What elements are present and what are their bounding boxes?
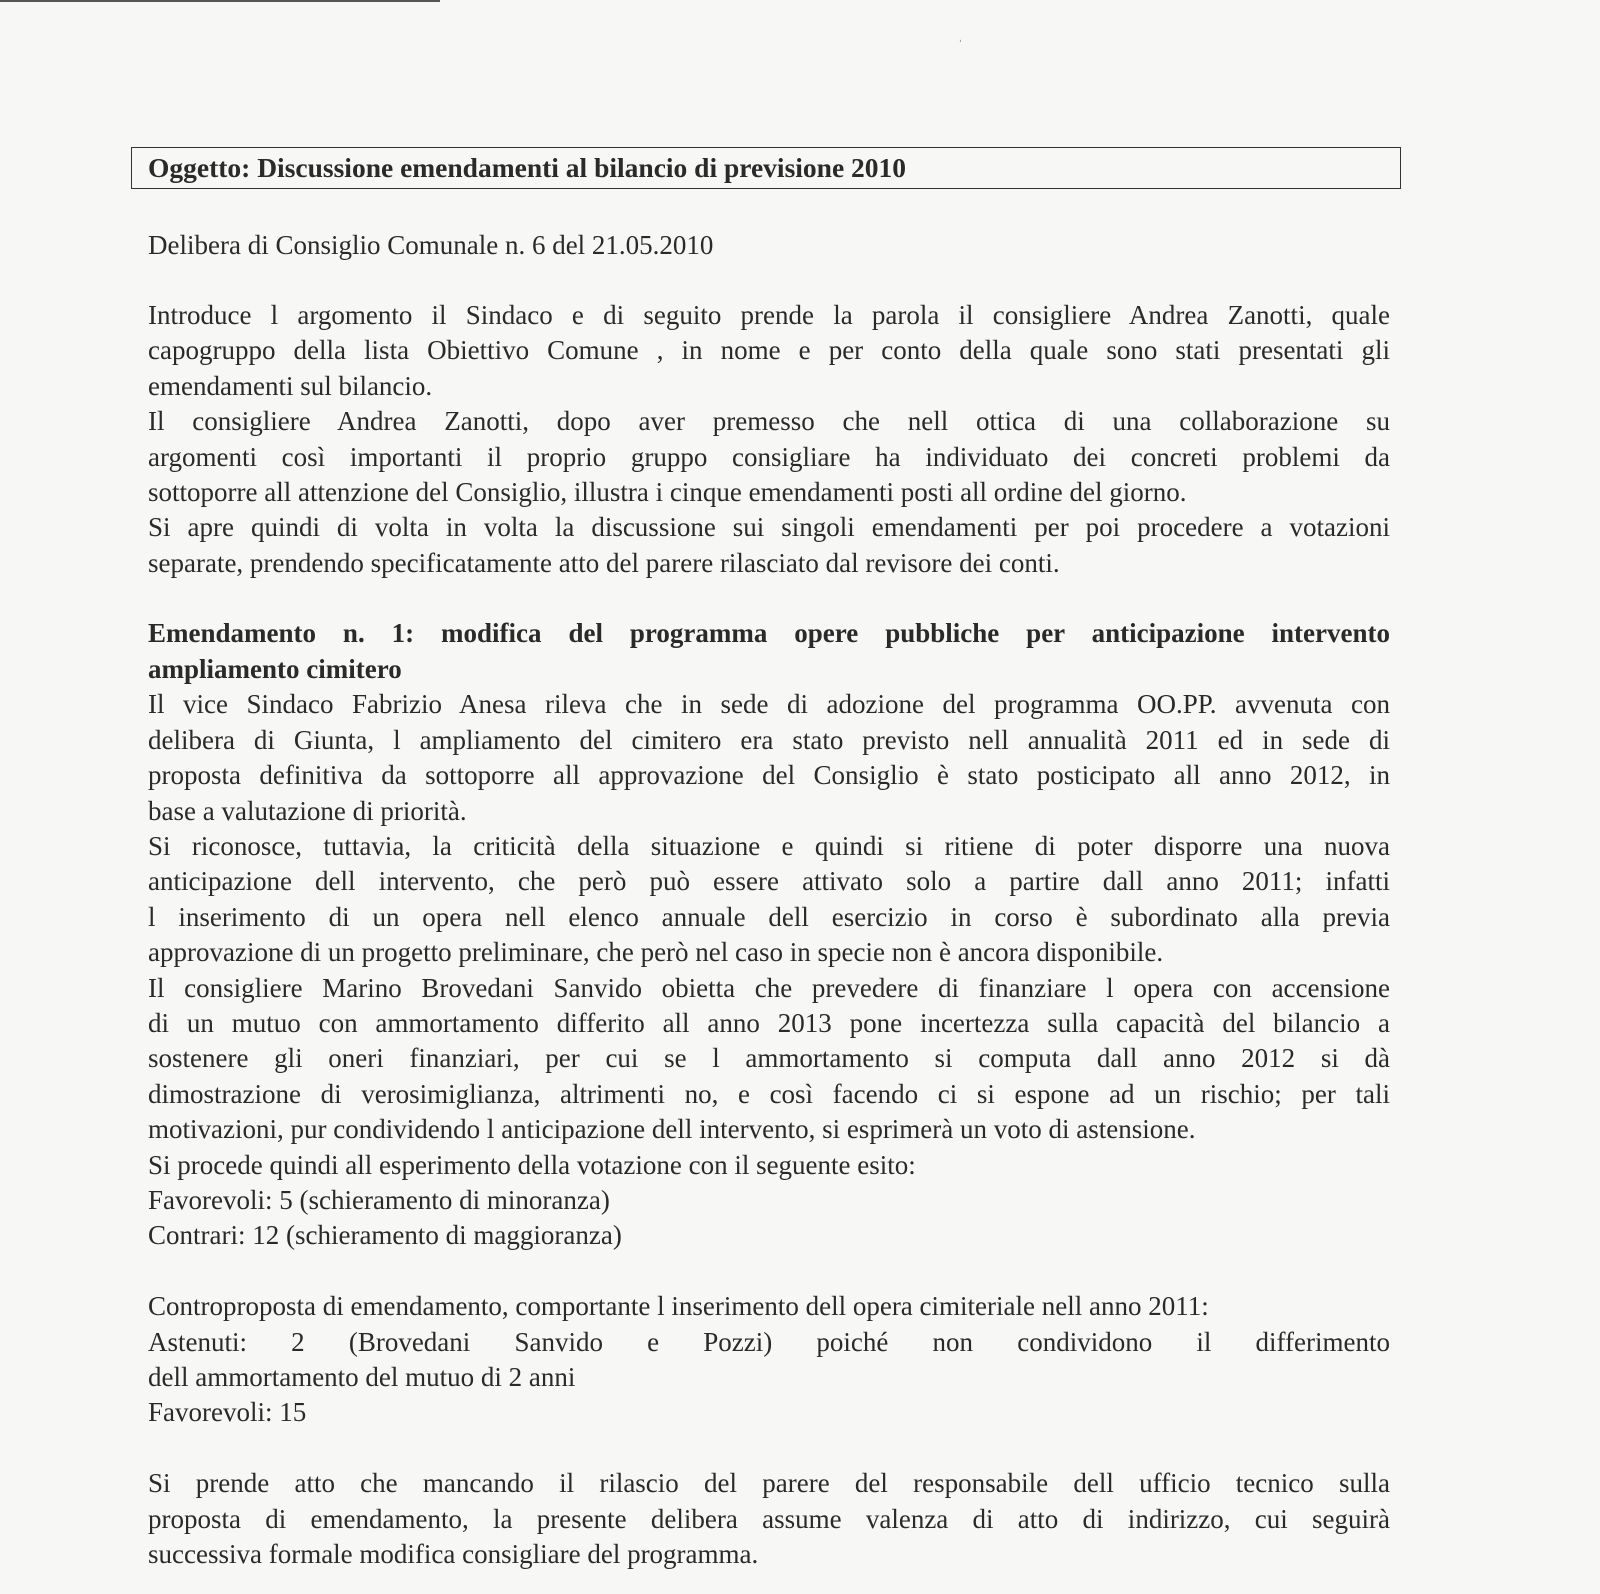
text-line: approvazione di un progetto preliminare, che però nel caso in specie non è ancora disponibile.	[148, 937, 1164, 967]
text-line: delibera di Giunta, l ampliamento del cimitero era stato previsto nell annualità 2011 ed in sede di	[148, 725, 1390, 755]
text-line: sostenere gli oneri finanziari, per cui se l ammortamento si computa dall anno 2012 si dà	[148, 1043, 1390, 1073]
vote-result: Contrari: 12 (schieramento di maggioranza)	[148, 1220, 622, 1250]
subject-box	[131, 147, 1401, 189]
text-line: successiva formale modifica consigliare del programma.	[148, 1539, 759, 1569]
text-line: proposta di emendamento, la presente delibera assume valenza di atto di indirizzo, cui seguirà	[148, 1504, 1390, 1534]
text-line: Controproposta di emendamento, comportante l inserimento dell opera cimiteriale nell anno 2011:	[148, 1291, 1209, 1321]
amendment-heading: Emendamento n. 1: modifica del programma opere pubbliche per anticipazione intervento	[148, 618, 1390, 648]
text-line: dell ammortamento del mutuo di 2 anni	[148, 1362, 576, 1392]
document-title: Oggetto: Discussione emendamenti al bilancio di previsione 2010	[148, 152, 907, 183]
text-line: separate, prendendo specificatamente atto del parere rilasciato dal revisore dei conti.	[148, 548, 1060, 578]
scan-speck: ˌ	[958, 28, 963, 43]
text-line: Il consigliere Andrea Zanotti, dopo aver premesso che nell ottica di una collaborazione su	[148, 406, 1390, 436]
scan-edge-line	[0, 0, 440, 2]
text-line: sottoporre all attenzione del Consiglio, illustra i cinque emendamenti posti all ordine del giorno.	[148, 477, 1187, 507]
text-line: argomenti così importanti il proprio gruppo consigliare ha individuato dei concreti problemi da	[148, 442, 1390, 472]
text-line: Si prende atto che mancando il rilascio del parere del responsabile dell ufficio tecnico sulla	[148, 1468, 1390, 1498]
text-line: l inserimento di un opera nell elenco annuale dell esercizio in corso è subordinato alla previa	[148, 902, 1390, 932]
text-line: Si apre quindi di volta in volta la discussione sui singoli emendamenti per poi procedere a votazioni	[148, 512, 1390, 542]
text-line: Si procede quindi all esperimento della votazione con il seguente esito:	[148, 1150, 916, 1180]
text-line: base a valutazione di priorità.	[148, 796, 467, 826]
vote-result: Astenuti: 2 (Brovedani Sanvido e Pozzi) poiché non condividono il differimento	[148, 1327, 1390, 1357]
text-line: motivazioni, pur condividendo l anticipazione dell intervento, si esprimerà un voto di astensione.	[148, 1114, 1196, 1144]
text-line: Il consigliere Marino Brovedani Sanvido obietta che prevedere di finanziare l opera con accensione	[148, 973, 1390, 1003]
text-line: proposta definitiva da sottoporre all approvazione del Consiglio è stato posticipato all anno 2012, in	[148, 760, 1390, 790]
text-line: di un mutuo con ammortamento differito all anno 2013 pone incertezza sulla capacità del bilancio a	[148, 1008, 1390, 1038]
text-line: dimostrazione di verosimiglianza, altrimenti no, e così facendo ci si espone ad un rischio; per tali	[148, 1079, 1390, 1109]
text-line: emendamenti sul bilancio.	[148, 371, 433, 401]
delibera-reference: Delibera di Consiglio Comunale n. 6 del 21.05.2010	[148, 230, 714, 260]
text-line: anticipazione dell intervento, che però può essere attivato solo a partire dall anno 2011; infatti	[148, 866, 1390, 896]
text-line: capogruppo della lista Obiettivo Comune , in nome e per conto della quale sono stati presentati gli	[148, 335, 1390, 365]
vote-result: Favorevoli: 15	[148, 1397, 307, 1427]
text-line: Il vice Sindaco Fabrizio Anesa rileva che in sede di adozione del programma OO.PP. avvenuta con	[148, 689, 1390, 719]
amendment-heading: ampliamento cimitero	[148, 654, 402, 684]
text-line: Si riconosce, tuttavia, la criticità della situazione e quindi si ritiene di poter disporre una nuova	[148, 831, 1390, 861]
text-line: Introduce l argomento il Sindaco e di seguito prende la parola il consigliere Andrea Zanotti, quale	[148, 300, 1390, 330]
vote-result: Favorevoli: 5 (schieramento di minoranza)	[148, 1185, 610, 1215]
